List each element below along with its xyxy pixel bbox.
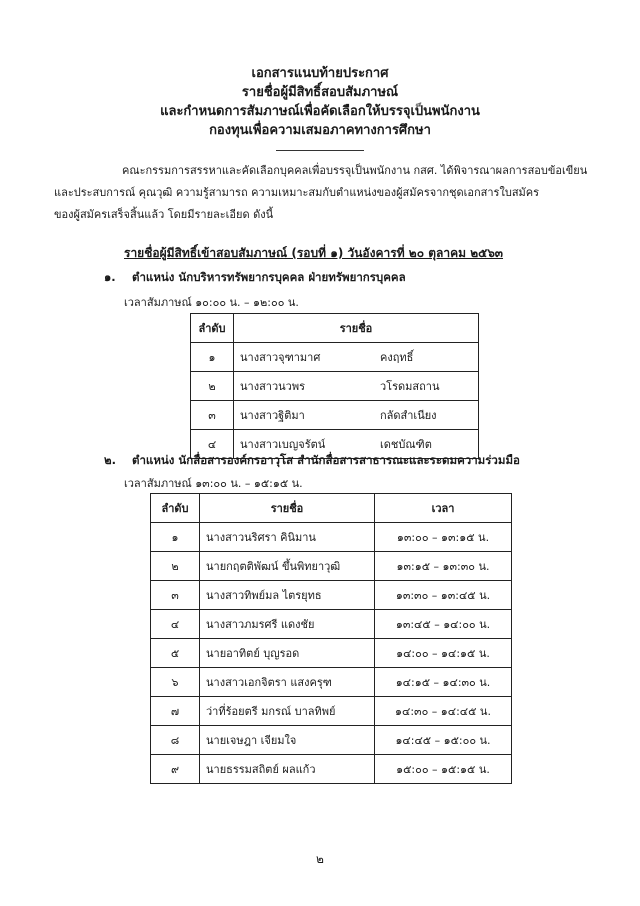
- table-header-row: [191, 314, 479, 343]
- section-title: ตำแหน่ง นักบริหารทรัพยากรบุคคล ฝ่ายทรัพยากรบุคคล: [132, 270, 406, 284]
- table-row: [191, 401, 479, 430]
- row-number: ๒: [191, 372, 234, 401]
- section-2-heading: [104, 452, 520, 470]
- round-subheading: รายชื่อผู้มีสิทธิ์เข้าสอบสัมภาษณ์ (รอบที่ ๑) วันอังคารที่ ๒๐ ตุลาคม ๒๕๖๓: [124, 246, 504, 260]
- table-row: [151, 697, 512, 726]
- row-time: ๑๕:๐๐ – ๑๕:๑๕ น.: [375, 755, 512, 784]
- row-number: ๓: [151, 581, 200, 610]
- row-name: นางสาวเอกจิตรา แสงครุฑ: [200, 668, 375, 697]
- row-time: ๑๔:๑๕ – ๑๔:๓๐ น.: [375, 668, 512, 697]
- first-name: นางสาวเบญจรัตน์: [240, 438, 326, 451]
- row-number: ๙: [151, 755, 200, 784]
- section-number: ๑.: [104, 270, 116, 284]
- row-number: ๔: [191, 430, 234, 459]
- title-line: เอกสารแนบท้ายประกาศ: [251, 66, 389, 81]
- row-name: ว่าที่ร้อยตรี มกรณ์ บาลทิพย์: [200, 697, 375, 726]
- row-number: ๘: [151, 726, 200, 755]
- column-header-order: ลำดับ: [151, 494, 200, 523]
- first-name: นางสาวฐิติมา: [240, 409, 305, 422]
- row-name: นางสาวทิพย์มล ไตรยุทธ: [200, 581, 375, 610]
- row-number: ๗: [151, 697, 200, 726]
- row-time: ๑๔:๔๕ – ๑๕:๐๐ น.: [375, 726, 512, 755]
- table-row: [191, 343, 479, 372]
- title-line: กองทุนเพื่อความเสมอภาคทางการศึกษา: [209, 123, 431, 138]
- last-name: คงฤทธิ์: [380, 351, 414, 364]
- row-name: [234, 372, 479, 401]
- table-row: [191, 372, 479, 401]
- row-time: ๑๔:๓๐ – ๑๔:๔๕ น.: [375, 697, 512, 726]
- section-1-time: เวลาสัมภาษณ์ ๑๐:๐๐ น. – ๑๒:๐๐ น.: [124, 296, 299, 309]
- table-row: [151, 581, 512, 610]
- column-header-name: รายชื่อ: [200, 494, 375, 523]
- row-number: ๒: [151, 552, 200, 581]
- intro-paragraph: [54, 160, 588, 226]
- row-number: ๑: [151, 523, 200, 552]
- row-name: นายอาทิตย์ บุญรอด: [200, 639, 375, 668]
- row-time: ๑๓:๔๕ – ๑๔:๐๐ น.: [375, 610, 512, 639]
- title-line: และกำหนดการสัมภาษณ์เพื่อคัดเลือกให้บรรจุเป็นพนักงาน: [160, 104, 480, 119]
- row-name: นางสาวภมรศรี แดงชัย: [200, 610, 375, 639]
- page-number: ๒: [316, 852, 324, 866]
- section-1-table: [190, 313, 479, 459]
- intro-line: คณะกรรมการสรรหาและคัดเลือกบุคคลเพื่อบรรจุเป็นพนักงาน กสศ. ได้พิจารณาผลการสอบข้อเขียน: [122, 164, 588, 177]
- table-row: [151, 755, 512, 784]
- last-name: กลัดสำเนียง: [380, 409, 437, 422]
- last-name: เดชบัณฑิต: [380, 438, 432, 451]
- first-name: นางสาวนวพร: [240, 380, 305, 393]
- column-header-name: รายชื่อ: [234, 314, 479, 343]
- row-time: ๑๔:๐๐ – ๑๔:๑๕ น.: [375, 639, 512, 668]
- section-title: ตำแหน่ง นักสื่อสารองค์กรอาวุโส สำนักสื่อสารสาธารณะและระดมความร่วมมือ: [132, 453, 520, 467]
- table-row: [151, 726, 512, 755]
- section-2-table: [150, 493, 512, 784]
- row-name: นายกฤตติพัฒน์ ขึ้นพิทยาวุฒิ: [200, 552, 375, 581]
- row-name: [234, 401, 479, 430]
- row-name: [234, 343, 479, 372]
- column-header-time: เวลา: [375, 494, 512, 523]
- table-row: [151, 523, 512, 552]
- section-2-time: เวลาสัมภาษณ์ ๑๓:๐๐ น. – ๑๕:๑๕ น.: [124, 477, 303, 490]
- row-time: ๑๓:๑๕ – ๑๓:๓๐ น.: [375, 552, 512, 581]
- row-number: ๕: [151, 639, 200, 668]
- last-name: วโรดมสถาน: [380, 380, 440, 393]
- row-name: นายเจษฎา เจียมใจ: [200, 726, 375, 755]
- first-name: นางสาวจุฑามาศ: [240, 351, 321, 364]
- table-row: [151, 610, 512, 639]
- table-header-row: [151, 494, 512, 523]
- document-title: [0, 64, 640, 140]
- row-name: นางสาวนริศรา คินิมาน: [200, 523, 375, 552]
- table-row: [151, 552, 512, 581]
- row-name: นายธรรมสถิตย์ ผลแก้ว: [200, 755, 375, 784]
- section-number: ๒.: [104, 453, 116, 467]
- column-header-order: ลำดับ: [191, 314, 234, 343]
- table-row: [151, 668, 512, 697]
- row-number: ๔: [151, 610, 200, 639]
- row-number: ๖: [151, 668, 200, 697]
- intro-line: ของผู้สมัครเสร็จสิ้นแล้ว โดยมีรายละเอียด ดังนี้: [54, 208, 274, 221]
- row-time: ๑๓:๐๐ – ๑๓:๑๕ น.: [375, 523, 512, 552]
- table-row: [151, 639, 512, 668]
- intro-line: และประสบการณ์ คุณวุฒิ ความรู้สามารถ ความเหมาะสมกับตำแหน่งของผู้สมัครจากชุดเอกสารใบสมัคร: [54, 186, 540, 199]
- row-time: ๑๓:๓๐ – ๑๓:๔๕ น.: [375, 581, 512, 610]
- title-line: รายชื่อผู้มีสิทธิ์สอบสัมภาษณ์: [241, 85, 399, 100]
- row-number: ๓: [191, 401, 234, 430]
- title-divider: [276, 150, 364, 151]
- section-1-heading: [104, 269, 406, 287]
- row-number: ๑: [191, 343, 234, 372]
